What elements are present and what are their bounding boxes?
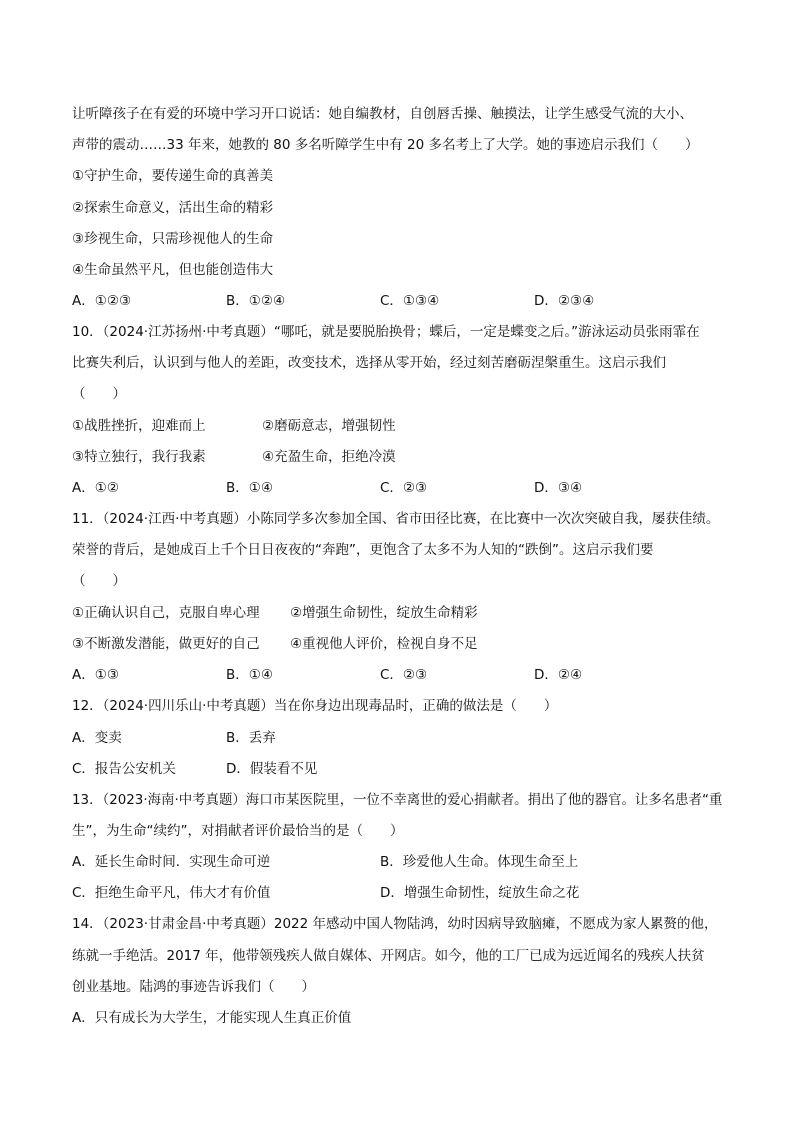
q9-option-a: A．①②③ [72, 293, 132, 309]
q11-statement-3: ③不断激发潜能，做更好的自己 [72, 636, 260, 652]
q10-line-2: 比赛失利后，认识到与他人的差距，改变技术，选择从零开始，经过刻苦磨砺涅槃重生。这启示我们 [72, 355, 666, 371]
q10-option-c: C．②③ [380, 480, 428, 496]
q13-option-c: C．拒绝生命平凡，伟大才有价值 [72, 885, 271, 901]
q11-option-c: C．②③ [380, 667, 428, 683]
q11-line-3: （ ） [72, 573, 126, 589]
q11-option-d: D．②④ [534, 667, 583, 683]
q10-statement-3: ③特立独行，我行我素 [72, 449, 206, 465]
q9-statement-4: ④生命虽然平凡，但也能创造伟大 [72, 262, 274, 278]
q11-statement-4: ④重视他人评价，检视自身不足 [290, 636, 478, 652]
q13-option-d: D．增强生命韧性，绽放生命之花 [380, 885, 580, 901]
q11-statement-1: ①正确认识自己，克服自卑心理 [72, 605, 260, 621]
q9-option-b: B．①②④ [226, 293, 286, 309]
q12-line-1: 12．（2024·四川乐山·中考真题）当在你身边出现毒品时，正确的做法是（ ） [72, 698, 558, 714]
q9-statement-3: ③珍视生命，只需珍视他人的生命 [72, 231, 274, 247]
q13-line-2: 生”，为生命“续约”，对捐献者评价最恰当的是（ ） [72, 823, 404, 839]
q11-option-a: A．①③ [72, 667, 119, 683]
q12-option-a: A．变卖 [72, 730, 122, 746]
q13-option-b: B．珍爱他人生命。体现生命至上 [380, 854, 579, 870]
q14-option-a: A．只有成长为大学生，才能实现人生真正价值 [72, 1010, 352, 1026]
q10-statement-1: ①战胜挫折，迎难而上 [72, 418, 206, 434]
q11-line-2: 荣誉的背后，是她成百上千个日日夜夜的“奔跑”，更饱含了太多不为人知的“跌倒”。这启示我们要 [72, 542, 654, 558]
q9-statement-2: ②探索生命意义，活出生命的精彩 [72, 200, 274, 216]
q12-option-b: B．丢弃 [226, 730, 276, 746]
q10-option-b: B．①④ [226, 480, 273, 496]
q13-option-a: A．延长生命时间．实现生命可逆 [72, 854, 271, 870]
intro-line-1: 让听障孩子在有爱的环境中学习开口说话：她自编教材，自创唇舌操、触摸法，让学生感受气流的大小、 [72, 106, 693, 122]
intro-line-2: 声带的震动……33 年来，她教的 80 多名听障学生中有 20 多名考上了大学。她的事迹启示我们（ ） [72, 137, 699, 153]
q9-option-d: D．②③④ [534, 293, 595, 309]
q11-statement-2: ②增强生命韧性，绽放生命精彩 [290, 605, 478, 621]
q14-line-2: 练就一手绝活。2017 年，他带领残疾人做自媒体、开网店。如今，他的工厂已成为远近闻名的残疾人扶贫 [72, 948, 705, 964]
q14-line-3: 创业基地。陆鸿的事迹告诉我们（ ） [72, 979, 315, 995]
q10-option-d: D．③④ [534, 480, 583, 496]
q9-option-c: C．①③④ [380, 293, 440, 309]
q12-option-d: D．假装看不见 [226, 761, 318, 777]
q11-line-1: 11．（2024·江西·中考真题）小陈同学多次参加全国、省市田径比赛，在比赛中一次次突破自我，屡获佳绩。 [72, 511, 720, 527]
q10-line-1: 10．（2024·江苏扬州·中考真题）“哪吒，就是要脱胎换骨；蝶后，一定是蝶变之后。”游泳运动员张雨霏在 [72, 324, 700, 340]
q13-line-1: 13．（2023·海南·中考真题）海口市某医院里，一位不幸离世的爱心捐献者。捐出了他的器官。让多名患者“重 [72, 792, 723, 808]
q10-statement-4: ④充盈生命，拒绝冷漠 [262, 449, 396, 465]
q12-option-c: C．报告公安机关 [72, 761, 176, 777]
q9-statement-1: ①守护生命，要传递生命的真善美 [72, 168, 274, 184]
q10-line-3: （ ） [72, 386, 126, 402]
q10-option-a: A．①② [72, 480, 119, 496]
q14-line-1: 14．（2023·甘肃金昌·中考真题）2022 年感动中国人物陆鸿，幼时因病导致脑瘫，不愿成为家人累赘的他， [72, 916, 718, 932]
q11-option-b: B．①④ [226, 667, 273, 683]
q10-statement-2: ②磨砺意志，增强韧性 [262, 418, 396, 434]
